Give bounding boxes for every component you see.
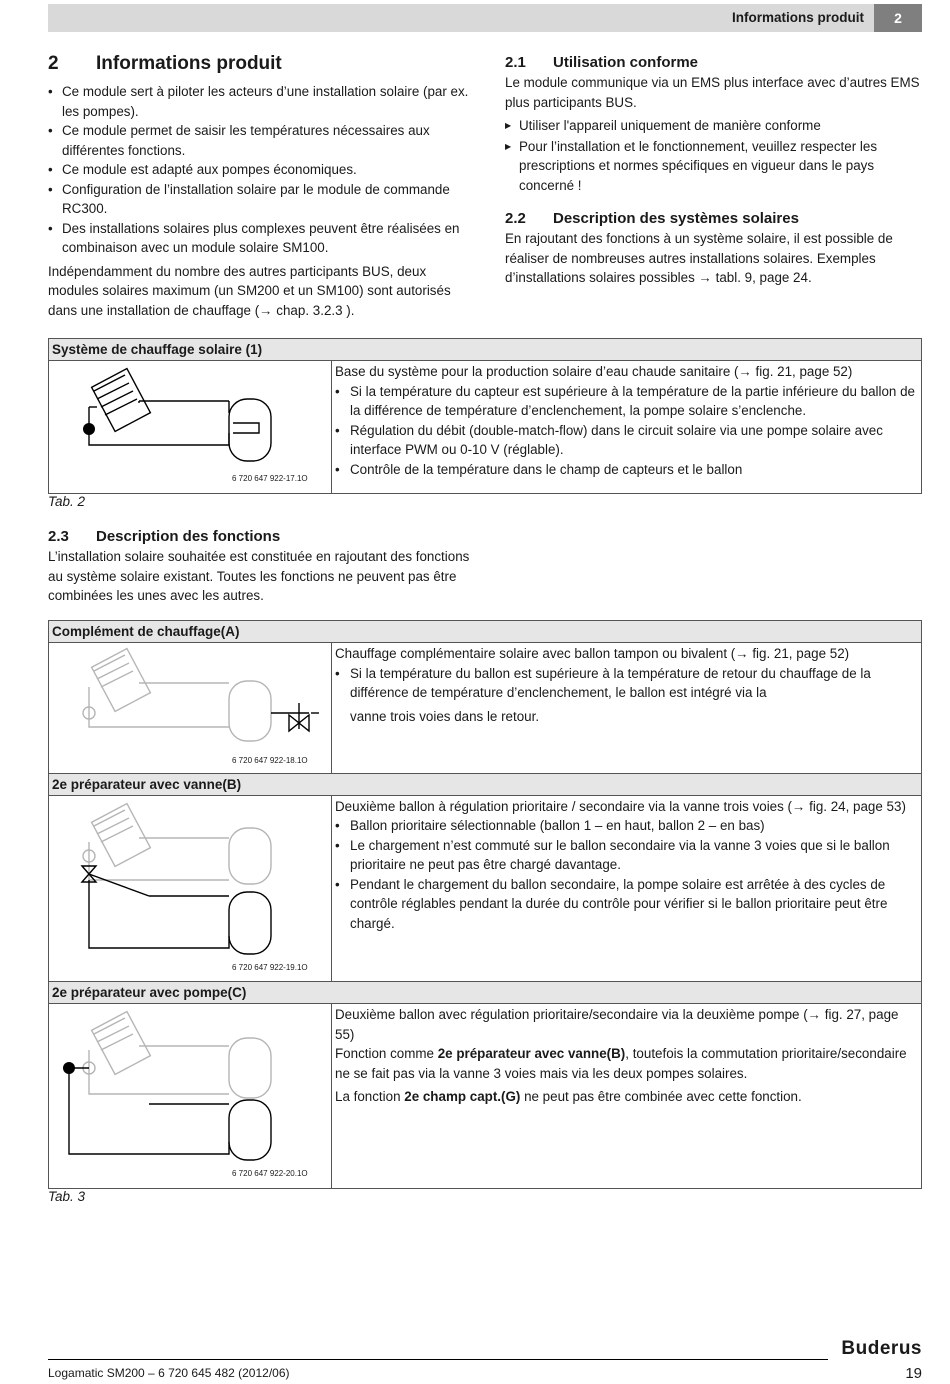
section-2-2-heading: 2.2 Description des systèmes solaires — [505, 210, 799, 227]
section-2-3 — [48, 527, 472, 606]
row-a-bullets — [335, 664, 918, 703]
brand-logo: Buderus — [841, 1338, 922, 1359]
table-2-bullets — [335, 382, 918, 480]
header-title: Informations produit — [732, 10, 864, 25]
figure-reference: 6 720 647 922-17.1O — [232, 474, 308, 483]
table-3-row-b-description — [332, 795, 922, 982]
list-item: • Ce module permet de saisir les températures nécessaires aux différentes fonctions. — [48, 121, 472, 160]
list-item: • Pendant le chargement du ballon secondaire, la pompe solaire est arrêtée à des cycles de contrôle réglables pendant la durée du contrôle pour vérifier si le ballon prioritaire peut être chargé. — [335, 875, 918, 934]
table-3 — [48, 620, 922, 1189]
list-item: • Ce module est adapté aux pompes économiques. — [48, 160, 472, 180]
section-2-heading: 2 Informations produit — [48, 53, 282, 74]
list-item: • Ce module sert à piloter les acteurs d’une installation solaire (par ex. les pompes). — [48, 82, 472, 121]
table-2 — [48, 338, 922, 494]
footer-divider — [48, 1359, 828, 1360]
list-item: • Ballon prioritaire sélectionnable (ballon 1 – en haut, ballon 2 – en bas) — [335, 816, 918, 836]
table-3-row-c-description — [332, 1004, 922, 1189]
table-2-caption: Tab. 2 — [48, 494, 86, 509]
list-item: • Contrôle de la température dans le champ de capteurs et le ballon — [335, 460, 918, 480]
heating-support-diagram-icon — [49, 643, 331, 767]
footer-document-id: Logamatic SM200 – 6 720 645 482 (2012/06) — [48, 1366, 290, 1380]
row-c-line-1: Deuxième ballon avec régulation prioritaire/secondaire via la deuxième pompe (→ fig. 27, page 55) — [335, 1007, 899, 1042]
list-item: ▶ Utiliser l'appareil uniquement de manière conforme — [505, 116, 923, 136]
section-2-2-paragraph: En rajoutant des fonctions à un système solaire, il est possible de réaliser de nombreuses autres installations solaires. Exemples d’installations solaires possibles → tabl. 9, page 24. — [505, 231, 893, 285]
table-3-row-b-header: 2e préparateur avec vanne(B) — [49, 773, 922, 795]
diagram-second-tank-pump — [49, 1004, 332, 1189]
table-3-row-a-description — [332, 643, 922, 774]
list-item: • Si la température du ballon est supérieure à la température de retour du chauffage de la différence de température d’enclenchement, le ballon est intégré via la — [335, 664, 918, 703]
row-a-bullet-continuation: vanne trois voies dans le retour. — [350, 708, 540, 724]
section-2-1-paragraph: Le module communique via un EMS plus interface avec d’autres EMS plus participants BUS. — [505, 75, 920, 110]
section-2-3-paragraph: L’installation solaire souhaitée est constituée en rajoutant des fonctions au système solaire existant. Toutes les fonctions ne peuvent pas être combinées les unes avec les autres. — [48, 549, 470, 603]
list-item: • Régulation du débit (double-match-flow) dans le circuit solaire via une pompe solaire avec interface PWM ou 0-10 V (réglable). — [335, 421, 918, 460]
table-2-intro: Base du système pour la production solaire d’eau chaude sanitaire (→ fig. 21, page 52) — [335, 364, 853, 379]
row-c-line-3: La fonction 2e champ capt.(G) ne peut pas être combinée avec cette fonction. — [335, 1089, 802, 1104]
row-b-intro: Deuxième ballon à régulation prioritaire / secondaire via la vanne trois voies (→ fig. 24, page 53) — [335, 798, 906, 814]
header-chapter-number: 2 — [874, 4, 922, 32]
figure-reference: 6 720 647 922-20.1O — [232, 1169, 308, 1178]
second-tank-pump-diagram-icon — [49, 1004, 331, 1182]
table-3-row-c-header: 2e préparateur avec pompe(C) — [49, 982, 922, 1004]
section-2-1 — [505, 53, 923, 288]
table-3-caption: Tab. 3 — [48, 1189, 86, 1204]
section-2-bullets — [48, 82, 472, 258]
list-item: • Des installations solaires plus complexes peuvent être réalisées en combinaison avec un module solaire SM100. — [48, 219, 472, 258]
row-c-line-2: Fonction comme 2e préparateur avec vanne(B), toutefois la commutation prioritaire/secondaire ne se fait pas via la vanne 3 voies mais via les deux pompes solaires. — [335, 1046, 907, 1081]
list-item: • Configuration de l’installation solaire par le module de commande RC300. — [48, 180, 472, 219]
diagram-second-tank-valve — [49, 795, 332, 982]
list-item: • Si la température du capteur est supérieure à la température de la partie inférieure du ballon de la différence de température d’enclenchement, la pompe solaire s’enclenche. — [335, 382, 918, 421]
page-number: 19 — [905, 1365, 922, 1382]
section-2-1-heading: 2.1 Utilisation conforme — [505, 54, 699, 71]
diagram-heating-support — [49, 643, 332, 774]
list-item: ▶ Pour l’installation et le fonctionnement, veuillez respecter les prescriptions et normes spécifiques en vigueur dans le pays concerné ! — [505, 137, 923, 196]
figure-reference: 6 720 647 922-18.1O — [232, 756, 308, 765]
section-2-paragraph: Indépendamment du nombre des autres participants BUS, deux modules solaires maximum (un SM200 et un SM100) sont autorisés dans une installation de chauffage (→ chap. 3.2.3 ). — [48, 263, 451, 318]
row-a-intro: Chauffage complémentaire solaire avec ballon tampon ou bivalent (→ fig. 21, page 52) — [335, 646, 850, 661]
figure-reference: 6 720 647 922-19.1O — [232, 962, 308, 972]
table-2-header: Système de chauffage solaire (1) — [49, 339, 922, 361]
page-header — [48, 4, 922, 32]
second-tank-valve-diagram-icon — [49, 796, 331, 976]
section-2 — [48, 52, 472, 320]
list-item: • Le chargement n’est commuté sur le ballon secondaire via la vanne 3 voies que si le ballon prioritaire ne peut pas être chargé davantage. — [335, 836, 918, 875]
table-3-row-a-header: Complément de chauffage(A) — [49, 621, 922, 643]
diagram-solar-system — [49, 361, 332, 494]
section-2-1-instructions — [505, 116, 923, 195]
table-2-description — [332, 361, 922, 494]
section-2-3-heading: 2.3 Description des fonctions — [48, 528, 281, 545]
row-b-bullets — [335, 816, 918, 933]
